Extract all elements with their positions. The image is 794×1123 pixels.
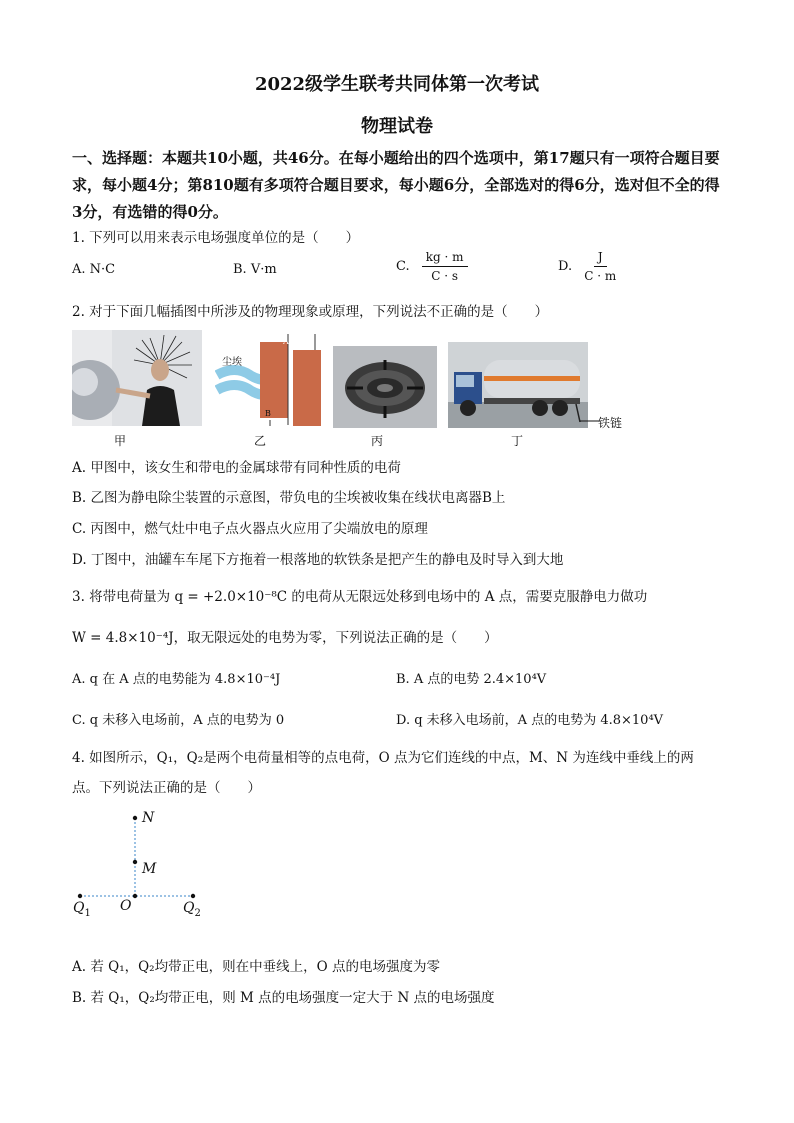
q4-label-q1-sub: 1	[84, 907, 91, 919]
q1-stem: 1. 下列可以用来表示电场强度单位的是（ ）	[72, 230, 360, 246]
q3-line2: W = 4.8×10⁻⁴J，取无限远处的电势为零，下列说法正确的是（ ）	[72, 630, 498, 646]
q2-option-a: A. 甲图中，该女生和带电的金属球带有同种性质的电荷	[72, 460, 401, 476]
q1-option-c-denominator: C · s	[431, 269, 459, 283]
q4-label-q1	[73, 900, 91, 919]
q3-option-b: B. A 点的电势 2.4×10⁴V	[396, 672, 547, 687]
figure-ding-pointer-line	[580, 416, 600, 426]
section-heading: 一、选择题：本题共10小题，共46分。在每小题给出的四个选项中，第17题只有一项符合题目要求，每小题4分；第810题有多项符合题目要求，每小题6分，全部选对的得6分，选对但不全的得3分，有选错的得0分。	[72, 149, 720, 221]
figure-yi-label-a: A	[283, 337, 289, 346]
q3-option-a: A. q 在 A 点的电势能为 4.8×10⁻⁴J	[72, 672, 281, 687]
q1-option-d-denominator: C · m	[584, 269, 617, 283]
exam-title: 2022级学生联考共同体第一次考试	[254, 74, 540, 95]
q4-label-o: O	[120, 898, 132, 914]
figure-ding-caption: 丁	[510, 434, 523, 448]
q2-option-d: D. 丁图中，油罐车车尾下方拖着一根落地的软铁条是把产生的静电及时导入到大地	[72, 552, 564, 568]
q3-option-c: C. q 未移入电场前，A 点的电势为 0	[72, 713, 285, 728]
q4-label-q2-sub: 2	[194, 907, 201, 919]
q4-line1: 4. 如图所示，Q₁，Q₂是两个电荷量相等的点电荷，O 点为它们连线的中点，M、N 为连线中垂线上的两	[72, 750, 694, 766]
figure-jia-caption: 甲	[113, 434, 126, 448]
q2-stem: 2. 对于下面几幅插图中所涉及的物理现象或原理，下列说法不正确的是（ ）	[72, 304, 549, 320]
figure-yi-dust-label: 尘埃	[222, 357, 242, 368]
q1-option-c-label: C.	[396, 259, 410, 274]
figure-ding-image	[448, 342, 588, 428]
q4-label-m: M	[142, 861, 157, 877]
q4-line2: 点。下列说法正确的是（ ）	[72, 780, 261, 796]
q1-option-c-numerator: kg · m	[422, 250, 468, 267]
figure-yi-caption: 乙	[253, 434, 266, 448]
figure-yi-label-b: B	[265, 409, 271, 418]
q4-option-b: B. 若 Q₁，Q₂均带正电，则 M 点的电场强度一定大于 N 点的电场强度	[72, 990, 495, 1006]
figure-bing-image	[333, 346, 437, 428]
figure-bing-caption: 丙	[370, 434, 383, 448]
q1-option-d-fraction	[584, 250, 616, 283]
figure-ding-chain-label: 铁链	[598, 416, 623, 430]
q4-label-q2	[183, 900, 201, 919]
q4-option-a: A. 若 Q₁，Q₂均带正电，则在中垂线上，O 点的电场强度为零	[72, 959, 440, 975]
q1-option-d-label: D.	[558, 259, 573, 274]
q2-option-b: B. 乙图为静电除尘装置的示意图，带负电的尘埃被收集在线状电离器B上	[72, 490, 506, 506]
q1-option-c-fraction	[422, 250, 468, 283]
exam-subtitle: 物理试卷	[361, 116, 433, 137]
q3-line1: 3. 将带电荷量为 q = +2.0×10⁻⁸C 的电荷从无限远处移到电场中的 A 点，需要克服静电力做功	[72, 589, 648, 605]
q1-option-d	[558, 250, 616, 283]
q1-option-c	[396, 250, 468, 283]
q1-option-b: B. V·m	[233, 262, 277, 277]
q1-option-a: A. N·C	[72, 262, 116, 277]
figure-jia-image	[72, 330, 202, 426]
q3-option-d: D. q 未移入电场前，A 点的电势为 4.8×10⁴V	[396, 713, 664, 728]
q2-option-c: C. 丙图中，燃气灶中电子点火器点火应用了尖端放电的原理	[72, 521, 428, 537]
q4-label-q2-letter: Q	[183, 900, 195, 916]
q4-label-n: N	[142, 810, 155, 826]
q4-label-q1-letter: Q	[73, 900, 85, 916]
q1-option-d-numerator: J	[594, 250, 607, 267]
